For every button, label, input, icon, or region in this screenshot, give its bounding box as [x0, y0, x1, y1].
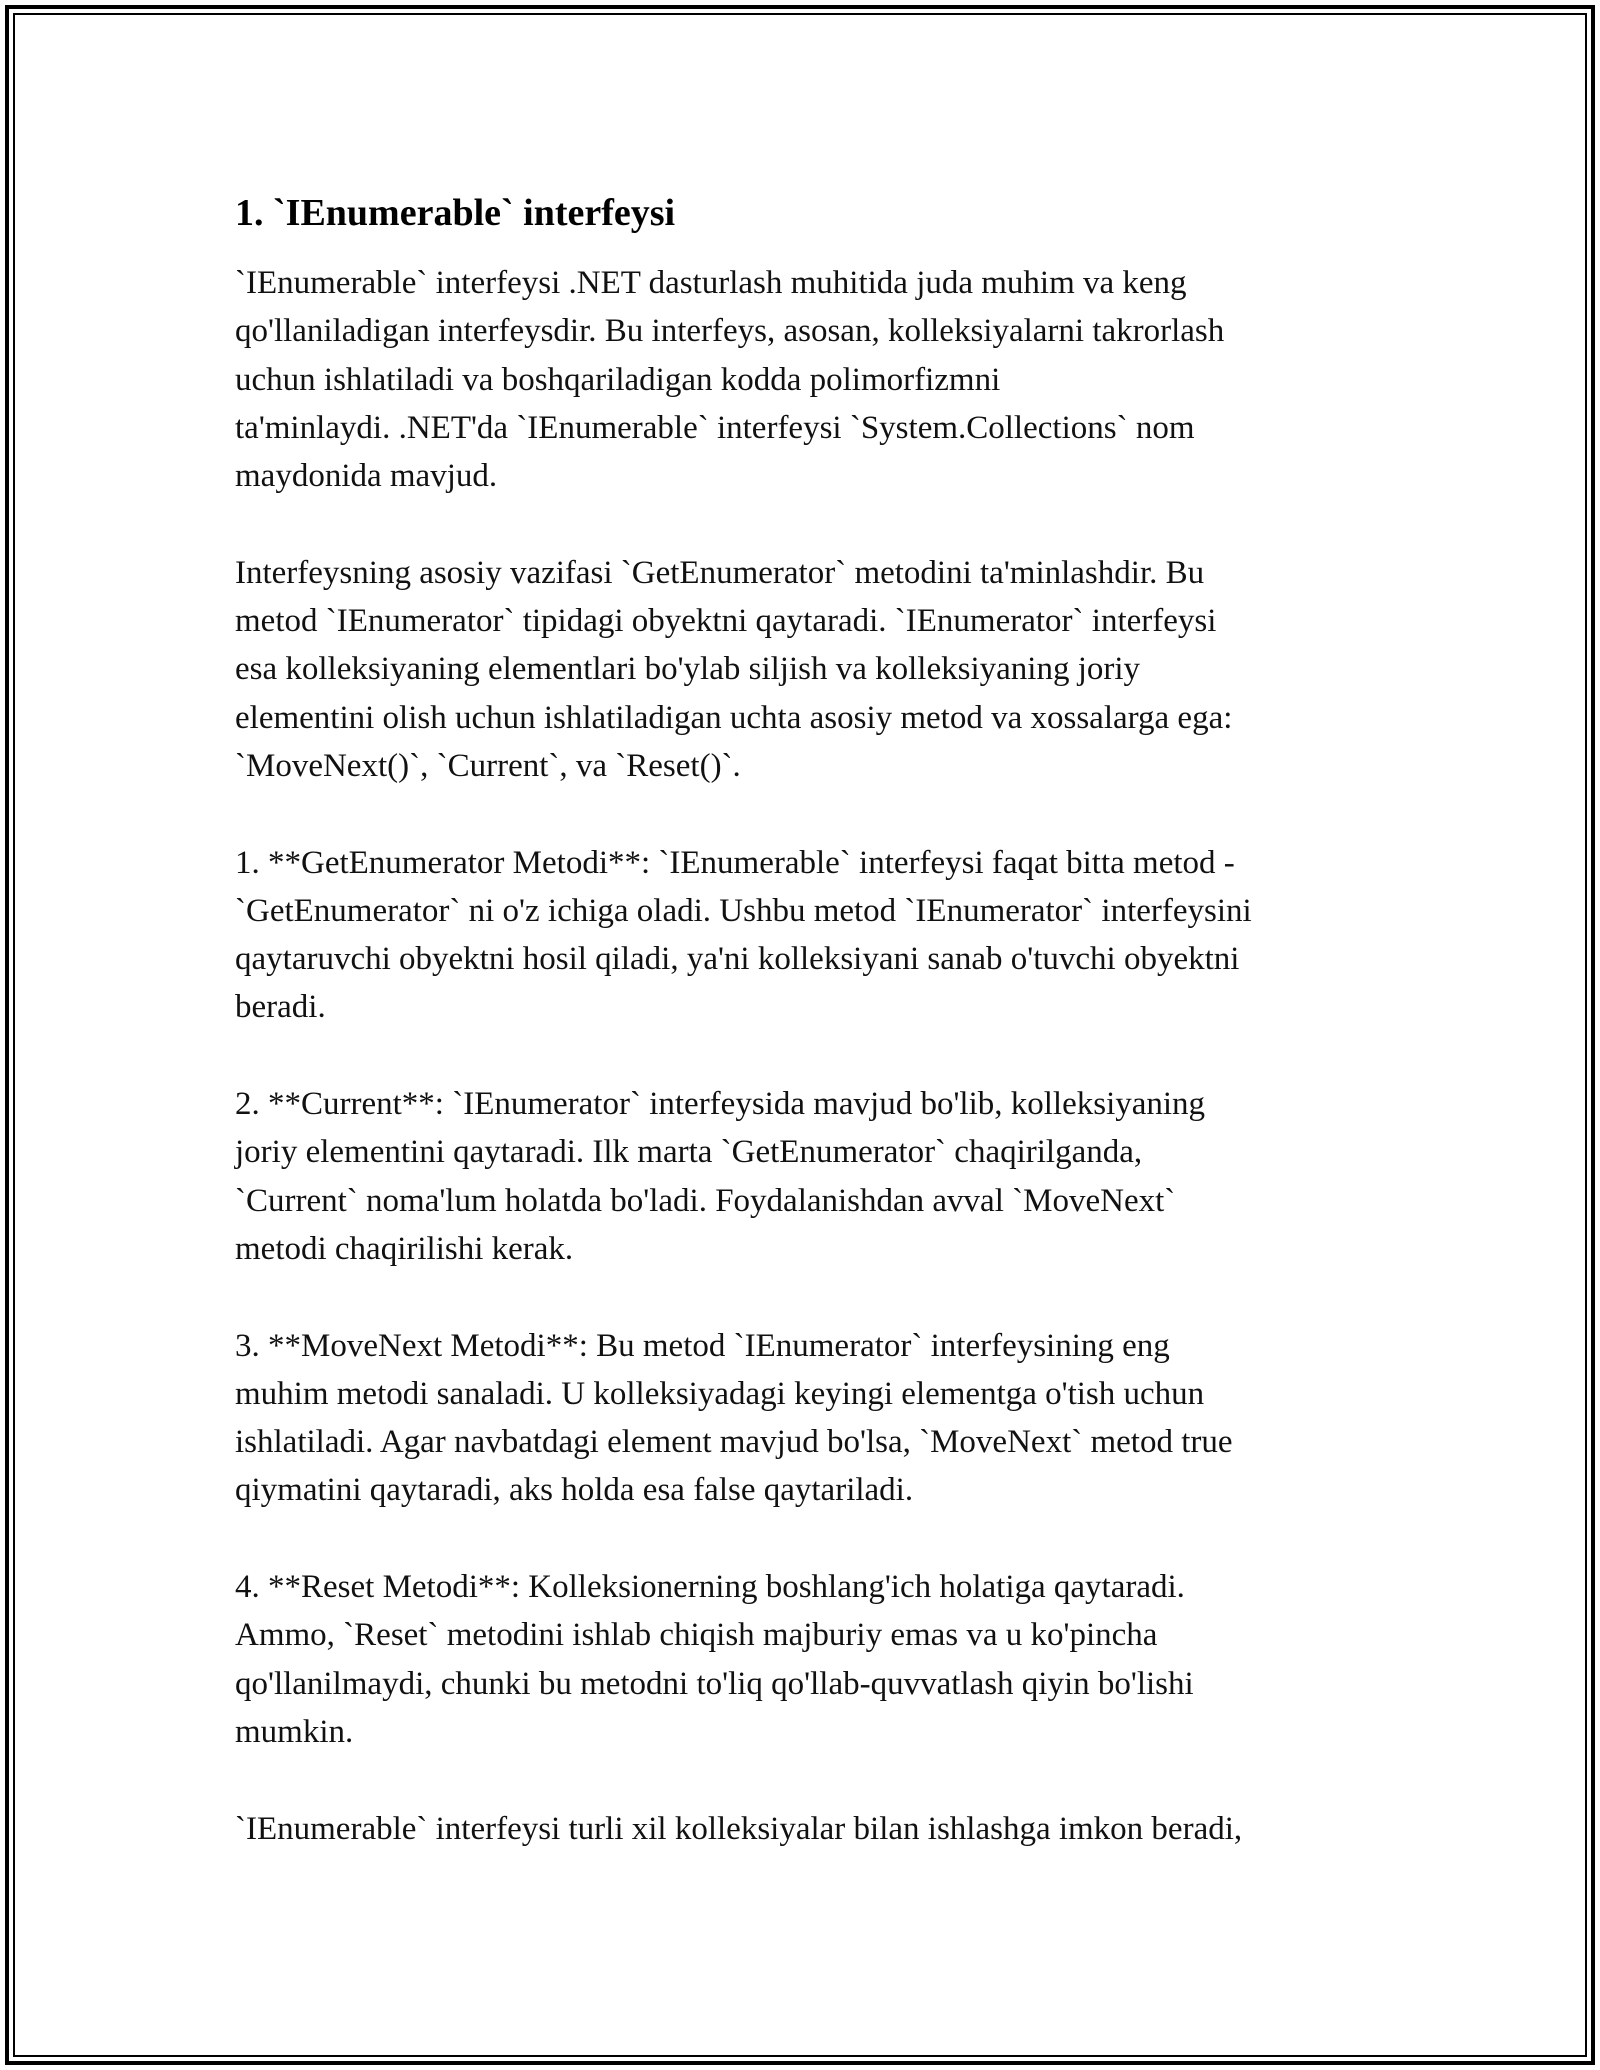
paragraph-line: `Current` noma'lum holatda bo'ladi. Foydalanishdan avval `MoveNext` — [235, 1182, 1176, 1219]
paragraph-closing — [235, 1805, 1380, 1853]
paragraph-line: muhim metodi sanaladi. U kolleksiyadagi keyingi elementga o'tish uchun — [235, 1375, 1205, 1412]
document-body — [235, 187, 1380, 1901]
paragraph-line: ishlatiladi. Agar navbatdagi element mavjud bo'lsa, `MoveNext` metod true — [235, 1424, 1233, 1461]
paragraph-line: `MoveNext()`, `Current`, va `Reset()`. — [235, 747, 741, 784]
paragraph-line: 4. **Reset Metodi**: Kolleksionerning boshlang'ich holatiga qaytaradi. — [235, 1569, 1185, 1606]
paragraph-line: ta'minlaydi. .NET'da `IEnumerable` interfeysi `System.Collections` nom — [235, 409, 1195, 446]
paragraph-line: Ammo, `Reset` metodini ishlab chiqish majburiy emas va u ko'pincha — [235, 1617, 1158, 1654]
paragraph-line: beradi. — [235, 989, 326, 1026]
list-item-movenext — [235, 1322, 1380, 1515]
paragraph-intro — [235, 259, 1380, 500]
paragraph-line: `IEnumerable` interfeysi turli xil kolleksiyalar bilan ishlashga imkon beradi, — [235, 1810, 1243, 1847]
paragraph-line: qiymatini qaytaradi, aks holda esa false qaytariladi. — [235, 1472, 914, 1509]
paragraph-line: Interfeysning asosiy vazifasi `GetEnumerator` metodini ta'minlashdir. Bu — [235, 554, 1205, 591]
paragraph-line: 3. **MoveNext Metodi**: Bu metod `IEnumerator` interfeysining eng — [235, 1327, 1170, 1364]
paragraph-line: mumkin. — [235, 1713, 354, 1750]
paragraph-line: qo'llanilmaydi, chunki bu metodni to'liq qo'llab-quvvatlash qiyin bo'lishi — [235, 1665, 1194, 1702]
paragraph-line: esa kolleksiyaning elementlari bo'ylab siljish va kolleksiyaning joriy — [235, 651, 1141, 688]
paragraph-line: 1. **GetEnumerator Metodi**: `IEnumerable` interfeysi faqat bitta metod - — [235, 844, 1235, 881]
paragraph-line: qaytaruvchi obyektni hosil qiladi, ya'ni kolleksiyani sanab o'tuvchi obyektni — [235, 941, 1240, 978]
paragraph-line: `IEnumerable` interfeysi .NET dasturlash muhitida juda muhim va keng — [235, 265, 1187, 301]
list-item-current — [235, 1080, 1380, 1273]
paragraph-line: joriy elementini qaytaradi. Ilk marta `GetEnumerator` chaqirilganda, — [235, 1134, 1143, 1171]
paragraph-line: maydonida mavjud. — [235, 458, 498, 495]
paragraph-line: elementini olish uchun ishlatiladigan uchta asosiy metod va xossalarga ega: — [235, 699, 1233, 736]
paragraph-line: `GetEnumerator` ni o'z ichiga oladi. Ushbu metod `IEnumerator` interfeysini — [235, 892, 1252, 929]
paragraph-line: metod `IEnumerator` tipidagi obyektni qaytaradi. `IEnumerator` interfeysi — [235, 603, 1217, 640]
paragraph-line: uchun ishlatiladi va boshqariladigan kodda polimorfizmni — [235, 361, 1001, 398]
list-item-getenumerator — [235, 839, 1380, 1032]
document-title: 1. `IEnumerable` interfeysi — [235, 192, 676, 234]
paragraph-line: 2. **Current**: `IEnumerator` interfeysida mavjud bo'lib, kolleksiyaning — [235, 1086, 1206, 1123]
paragraph-line: metodi chaqirilishi kerak. — [235, 1230, 574, 1267]
paragraph-main-purpose — [235, 549, 1380, 790]
paragraph-line: qo'llaniladigan interfeysdir. Bu interfeys, asosan, kolleksiyalarni takrorlash — [235, 313, 1225, 350]
list-item-reset — [235, 1563, 1380, 1756]
